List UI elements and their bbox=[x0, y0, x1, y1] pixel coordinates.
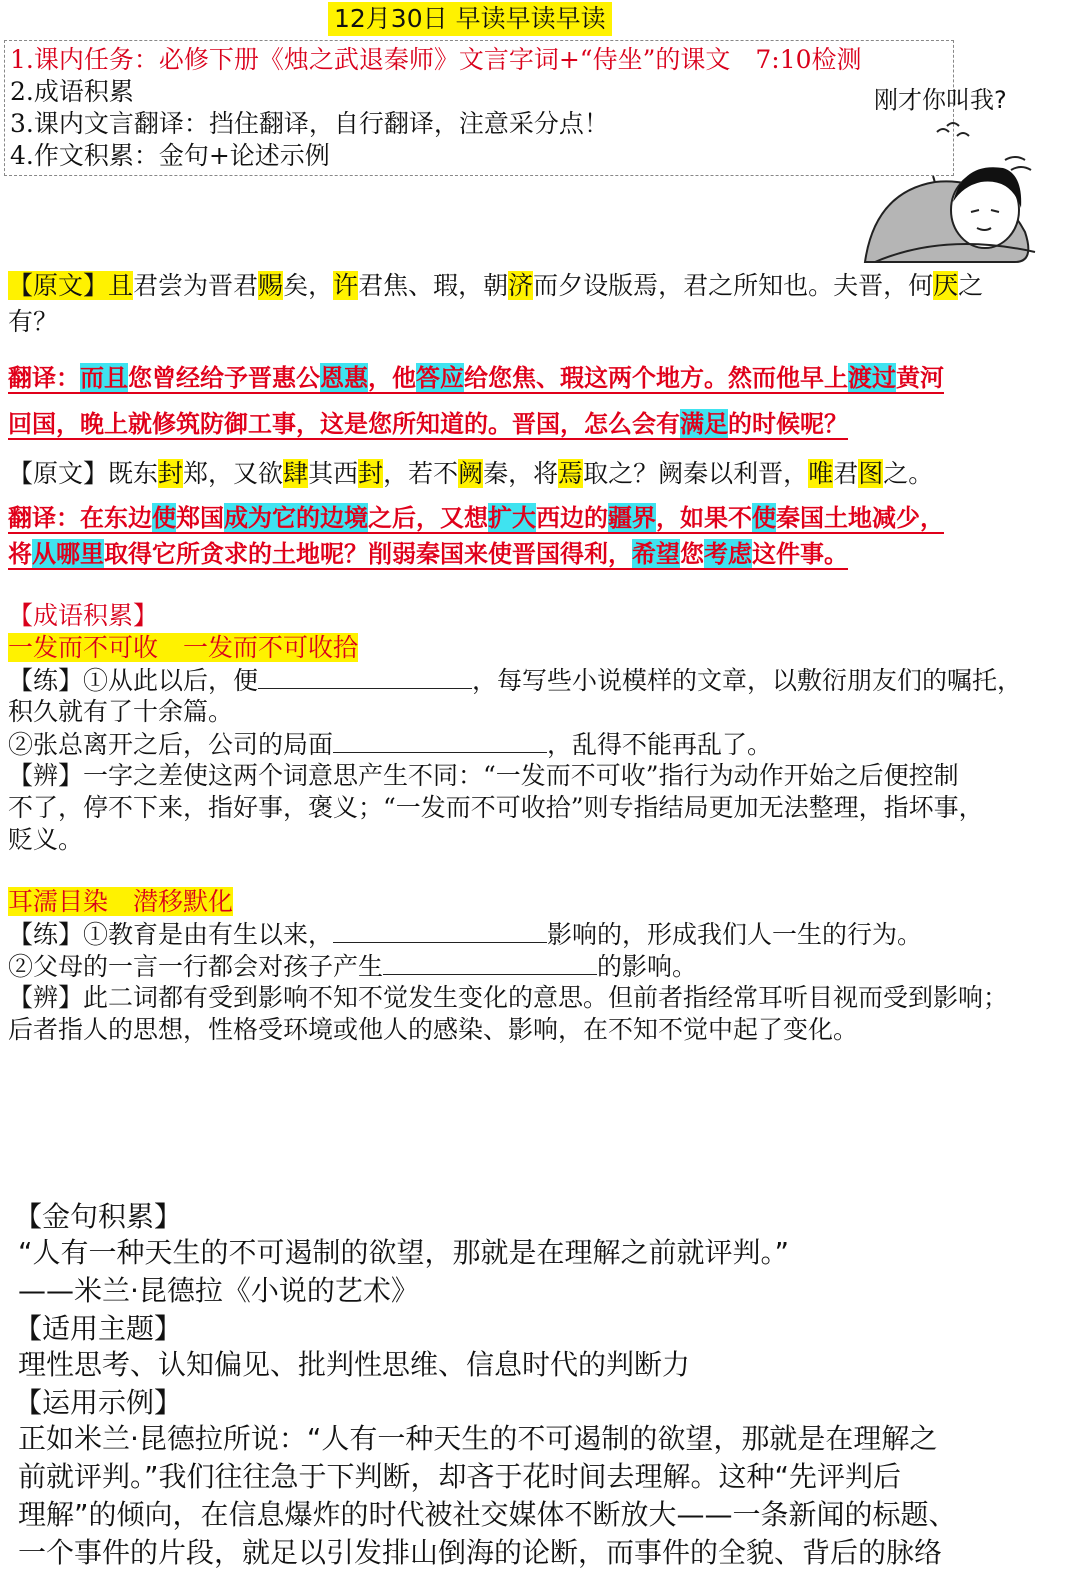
passage2-original: 【原文】既东封郑，又欲肆其西封，若不阙秦，将焉取之？阙秦以利晋，唯君图之。 bbox=[8, 459, 934, 488]
idiom1-practice-1-cont: 积久就有了十余篇。 bbox=[8, 697, 234, 726]
passage1-translation-line1: 翻译：而且您曾经给予晋惠公恩惠，他答应给您焦、瑕这两个地方。然而他早上渡过黄河 bbox=[8, 363, 944, 392]
example-line-1: 正如米兰·昆德拉所说：“人有一种天生的不可遏制的欲望，那就是在理解之 bbox=[18, 1422, 938, 1455]
answer-blank[interactable] bbox=[258, 664, 472, 689]
themes-heading: 【适用主题】 bbox=[14, 1312, 183, 1345]
task-3: 3.课内文言翻译：挡住翻译，自行翻译，注意采分点！ bbox=[10, 109, 609, 138]
answer-blank[interactable] bbox=[333, 728, 547, 753]
example-heading: 【运用示例】 bbox=[14, 1386, 183, 1419]
passage1-original-line2: 有？ bbox=[8, 307, 59, 336]
answer-blank[interactable] bbox=[383, 950, 597, 975]
example-line-4: 一个事件的片段，就足以引发排山倒海的论断，而事件的全貌、背后的脉络 bbox=[18, 1536, 943, 1569]
page-title: 12月30日 早读早读早读 bbox=[328, 2, 612, 36]
passage1-original-line1: 【原文】且君尝为晋君赐矣，许君焦、瑕，朝济而夕设版焉，君之所知也。夫晋，何厌之 bbox=[8, 271, 984, 300]
themes-text: 理性思考、认知偏见、批判性思维、信息时代的判断力 bbox=[18, 1348, 691, 1381]
task-2: 2.成语积累 bbox=[10, 77, 134, 106]
quote-heading: 【金句积累】 bbox=[14, 1200, 183, 1233]
idiom1-practice-2: ②张总离开之后，公司的局面 ，乱得不能再乱了。 bbox=[8, 730, 773, 759]
idiom2-practice-1: 【练】①教育是由有生以来， 影响的，形成我们人一生的行为。 bbox=[8, 920, 923, 949]
sleeping-character-icon bbox=[855, 112, 1055, 282]
idiom2-explain-2: 后者指人的思想，性格受环境或他人的感染、影响，在不知不觉中起了变化。 bbox=[8, 1015, 859, 1044]
speech-text: 刚才你叫我? bbox=[874, 86, 1007, 114]
task-1: 1.课内任务：必修下册《烛之武退秦师》文言字词+“侍坐”的课文 7:10检测 bbox=[10, 45, 862, 74]
idiom1-explain-2: 不了，停不下来，指好事，褒义；“一发而不可收拾”则专指结局更加无法整理，指坏事， bbox=[8, 793, 984, 822]
idiom1-explain-1: 【辨】一字之差使这两个词意思产生不同：“一发而不可收”指行为动作开始之后便控制 bbox=[8, 761, 959, 790]
example-line-2: 前就评判。”我们往往急于下判断，却吝于花时间去理解。这种“先评判后 bbox=[18, 1460, 902, 1493]
task-4: 4.作文积累：金句+论述示例 bbox=[10, 141, 330, 170]
idioms-heading: 【成语积累】 bbox=[8, 601, 159, 630]
idiom2-practice-2: ②父母的一言一行都会对孩子产生 的影响。 bbox=[8, 952, 698, 981]
answer-blank[interactable] bbox=[333, 918, 547, 943]
quote-text: “人有一种天生的不可遏制的欲望，那就是在理解之前就评判。” bbox=[18, 1236, 790, 1269]
idiom2-explain-1: 【辨】此二词都有受到影响不知不觉发生变化的意思。但前者指经常耳听目视而受到影响； bbox=[8, 983, 1009, 1012]
idiom-pair-2: 耳濡目染 潜移默化 bbox=[8, 887, 234, 916]
idiom-pair-1: 一发而不可收 一发而不可收拾 bbox=[8, 633, 359, 662]
passage2-translation-line1: 翻译：在东边使郑国成为它的边境之后，又想扩大西边的疆界，如果不使秦国土地减少， bbox=[8, 503, 944, 532]
idiom1-explain-3: 贬义。 bbox=[8, 825, 84, 854]
example-line-3: 理解”的倾向，在信息爆炸的时代被社交媒体不断放大——一条新闻的标题、 bbox=[18, 1498, 957, 1531]
passage2-translation-line2: 将从哪里取得它所贪求的土地呢？削弱秦国来使晋国得利，希望您考虑这件事。 bbox=[8, 539, 848, 568]
passage1-translation-line2: 回国，晚上就修筑防御工事，这是您所知道的。晋国，怎么会有满足的时候呢？ bbox=[8, 409, 848, 438]
quote-source: ——米兰·昆德拉《小说的艺术》 bbox=[18, 1274, 419, 1307]
idiom1-practice-1: 【练】①从此以后，便 ，每写些小说模样的文章，以敷衍朋友们的嘱托， bbox=[8, 666, 1023, 695]
